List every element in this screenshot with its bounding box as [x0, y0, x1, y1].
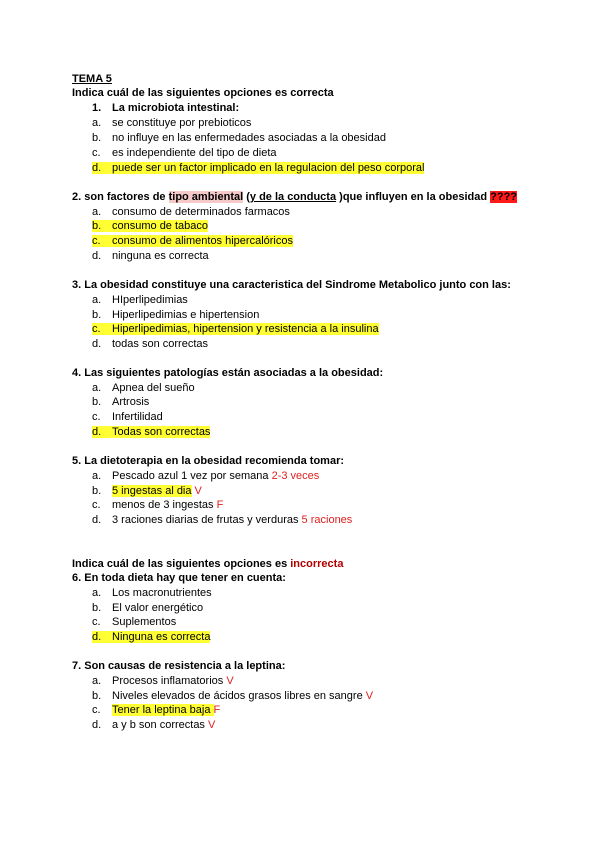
option-note: V — [365, 690, 374, 702]
option-letter: a. — [92, 382, 102, 394]
q5-option-d — [92, 513, 352, 527]
question-4: 4. Las siguientes patologías están asociadas a la obesidad: — [72, 367, 384, 379]
question-2-suffix: )que influyen en la obesidad — [336, 191, 491, 203]
option-text: HIperlipedimias — [112, 294, 188, 306]
question-6: 6. En toda dieta hay que tener en cuenta: — [72, 572, 286, 584]
option-letter: b. — [92, 220, 102, 232]
option-text: consumo de determinados farmacos — [112, 206, 290, 218]
option-letter: d. — [92, 631, 102, 643]
option-letter: c. — [92, 147, 101, 159]
q4-option-c — [92, 410, 163, 424]
option-note: F — [213, 704, 221, 716]
q7-option-a — [92, 674, 234, 688]
option-note: 2-3 veces — [271, 470, 320, 482]
option-letter: c. — [92, 616, 101, 628]
option-text: todas son correctas — [112, 338, 208, 350]
q5-option-b — [92, 484, 202, 498]
q2-option-b — [92, 219, 208, 233]
option-text: Los macronutrientes — [112, 587, 212, 599]
option-text: El valor energético — [112, 602, 204, 614]
q1-option-a — [92, 116, 251, 130]
option-letter: b. — [92, 602, 102, 614]
q5-option-c — [92, 498, 223, 512]
question-1 — [92, 101, 239, 115]
question-7: 7. Son causas de resistencia a la leptina: — [72, 660, 286, 672]
option-text: Suplementos — [112, 616, 177, 628]
option-letter: d. — [92, 719, 102, 731]
option-letter: d. — [92, 338, 102, 350]
option-letter: a. — [92, 206, 102, 218]
option-text: Artrosis — [112, 396, 150, 408]
section2-intro-text: Indica cuál de las siguientes opciones es — [72, 558, 291, 570]
option-letter: c. — [92, 411, 101, 423]
option-letter: c. — [92, 235, 101, 247]
option-letter: c. — [92, 499, 101, 511]
option-letter: d. — [92, 514, 102, 526]
q6-option-d — [92, 630, 210, 644]
option-letter: d. — [92, 426, 102, 438]
option-note: 5 raciones — [301, 514, 353, 526]
option-note: F — [216, 499, 224, 511]
option-text: a y b son correctas — [112, 719, 208, 731]
option-letter: a. — [92, 675, 102, 687]
option-letter: d. — [92, 250, 102, 262]
q1-option-b — [92, 131, 386, 145]
q7-option-d — [92, 718, 215, 732]
tipo-ambiental-label: tipo ambiental — [168, 191, 244, 203]
question-3: 3. La obesidad constituye una caracteristica del Sindrome Metabolico junto con las: — [72, 279, 511, 291]
q6-option-c — [92, 615, 176, 629]
q4-option-a — [92, 381, 195, 395]
option-letter: a. — [92, 587, 102, 599]
option-text: Pescado azul 1 vez por semana — [112, 470, 272, 482]
option-text: Hiperlipedimias, hipertension y resistencia a la insulina — [112, 323, 379, 335]
option-text: consumo de tabaco — [112, 220, 209, 232]
question-2-prefix: 2. son factores de — [72, 191, 169, 203]
q4-option-b — [92, 395, 149, 409]
q3-option-c — [92, 322, 379, 336]
question-2 — [72, 190, 517, 204]
conducta-label: y de la conducta — [249, 191, 337, 203]
option-text: Apnea del sueño — [112, 382, 195, 394]
q4-option-d — [92, 425, 210, 439]
section2-intro-highlight: incorrecta — [290, 558, 344, 570]
option-text: Tener la leptina baja — [112, 704, 214, 716]
option-letter: b. — [92, 485, 102, 497]
q2-option-c — [92, 234, 293, 248]
q6-option-a — [92, 586, 212, 600]
q2-option-d — [92, 249, 209, 263]
option-letter: c. — [92, 704, 101, 716]
option-text: puede ser un factor implicado en la regulacion del peso corporal — [112, 162, 425, 174]
q3-option-b — [92, 308, 259, 322]
option-text: Todas son correctas — [112, 426, 211, 438]
question-marks: ???? — [490, 191, 518, 203]
question-2-mid: ( — [243, 191, 250, 203]
question-1-number: 1. — [92, 102, 102, 114]
q1-option-d — [92, 161, 424, 175]
option-text: 3 raciones diarias de frutas y verduras — [112, 514, 302, 526]
option-text: se constituye por prebioticos — [112, 117, 252, 129]
option-text: Niveles elevados de ácidos grasos libres en sangre — [112, 690, 366, 702]
option-letter: a. — [92, 117, 102, 129]
option-text: 5 ingestas al dia — [112, 485, 192, 497]
option-letter: b. — [92, 396, 102, 408]
option-letter: c. — [92, 323, 101, 335]
section2-intro — [72, 557, 343, 571]
option-text: es independiente del tipo de dieta — [112, 147, 277, 159]
question-1-text: La microbiota intestinal: — [112, 102, 240, 114]
option-note: V — [191, 485, 202, 497]
section1-intro: Indica cuál de las siguientes opciones es correcta — [72, 87, 334, 99]
option-note: V — [226, 675, 234, 687]
option-letter: a. — [92, 470, 102, 482]
q7-option-b — [92, 689, 373, 703]
option-letter: a. — [92, 294, 102, 306]
option-letter: d. — [92, 162, 102, 174]
option-text: no influye en las enfermedades asociadas a la obesidad — [112, 132, 386, 144]
q3-option-a — [92, 293, 188, 307]
option-letter: b. — [92, 690, 102, 702]
q2-option-a — [92, 205, 290, 219]
option-text: Ninguna es correcta — [112, 631, 211, 643]
question-5: 5. La dietoterapia en la obesidad recomienda tomar: — [72, 455, 345, 467]
option-text: menos de 3 ingestas — [112, 499, 217, 511]
option-note: V — [208, 719, 216, 731]
option-letter: b. — [92, 309, 102, 321]
q5-option-a — [92, 469, 319, 483]
option-text: ninguna es correcta — [112, 250, 209, 262]
option-text: Hiperlipedimias e hipertension — [112, 309, 260, 321]
q3-option-d — [92, 337, 208, 351]
option-text: Infertilidad — [112, 411, 163, 423]
q1-option-c — [92, 146, 277, 160]
option-letter: b. — [92, 132, 102, 144]
tema-heading: TEMA 5 — [72, 73, 112, 85]
option-text: Procesos inflamatorios — [112, 675, 227, 687]
q7-option-c — [92, 703, 220, 717]
option-text: consumo de alimentos hipercalóricos — [112, 235, 293, 247]
q6-option-b — [92, 601, 203, 615]
